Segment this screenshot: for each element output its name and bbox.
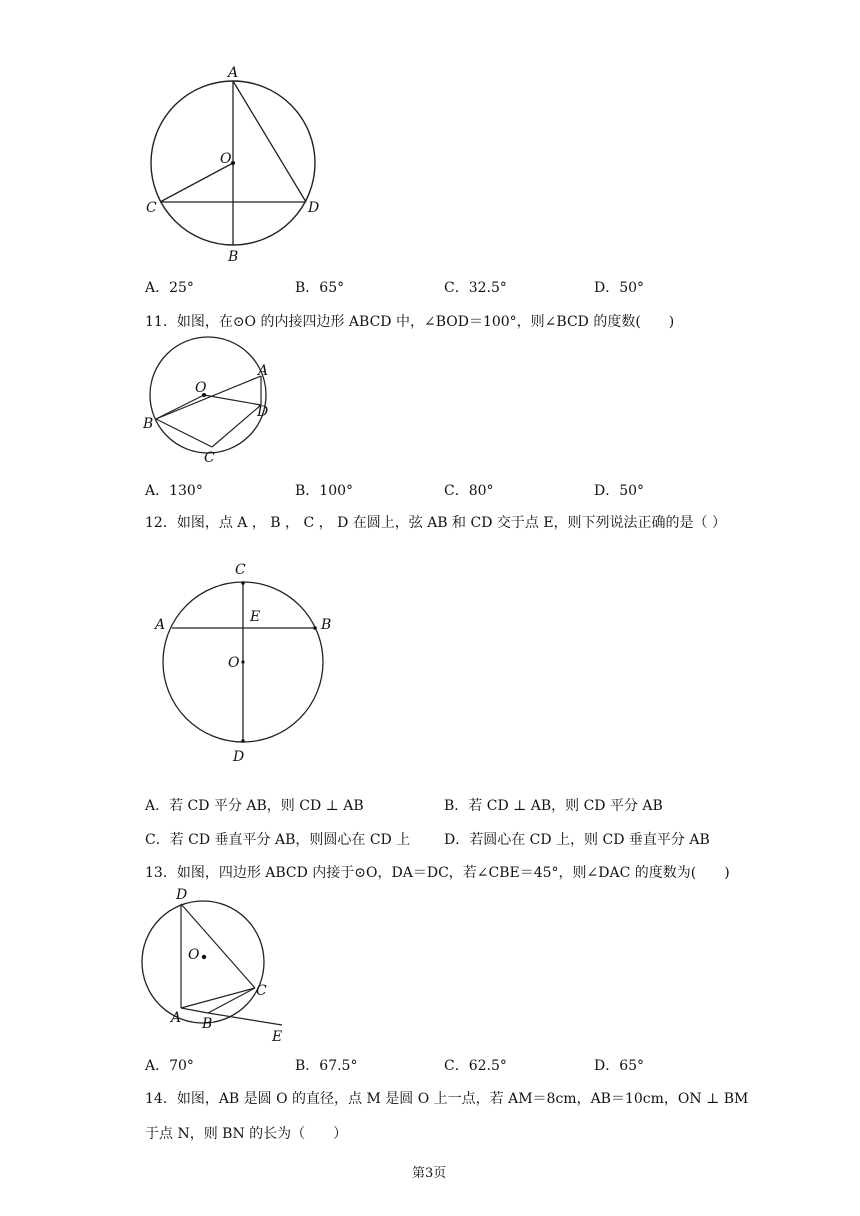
q10-label-d: D [308, 200, 320, 216]
q10-radius-oc [160, 163, 233, 202]
q12-label-e: E [250, 609, 261, 625]
q12-dot-c [241, 581, 245, 585]
q11-label-a: A [258, 363, 269, 379]
q11-label-o: O [195, 380, 207, 396]
q13-ray-be [208, 1013, 282, 1025]
q13-label-a: A [171, 1010, 182, 1026]
q10-figure [140, 60, 340, 270]
q13-circle [142, 901, 264, 1023]
q11-radius-ob [156, 395, 204, 419]
q10-label-c: C [146, 200, 157, 216]
q13-label-b: B [202, 1016, 213, 1032]
q12-label-a: A [155, 617, 166, 633]
q11-circle [150, 337, 269, 453]
q10-label-a: A [228, 65, 239, 81]
q12-option-a: A．若 CD 平分 AB，则 CD ⊥ AB [145, 798, 364, 814]
q13-question: 13．如图，四边形 ABCD 内接于⊙O，DA＝DC，若∠CBE＝45°，则∠DAC 的度数为( ) [145, 865, 730, 881]
q10-option-d: D．50° [594, 280, 645, 296]
q13-option-d: D．65° [594, 1058, 645, 1074]
q11-side-dc [212, 405, 261, 447]
q12-label-b: B [321, 617, 332, 633]
q13-side-ac [181, 988, 255, 1008]
q11-label-d: D [257, 404, 269, 420]
q11-figure [140, 335, 280, 470]
q13-option-c: C．62.5° [444, 1058, 507, 1074]
q11-radius-od [204, 395, 261, 405]
q13-label-c: C [256, 983, 267, 999]
q12-dot-o [241, 660, 244, 663]
q13-side-ab [181, 1008, 208, 1013]
q12-question: 12．如图，点 A ， B ， C ， D 在圆上，弦 AB 和 CD 交于点 E，则下列说法正确的是（ ） [145, 515, 727, 531]
q12-figure [145, 555, 355, 770]
q12-option-c: C．若 CD 垂直平分 AB，则圆心在 CD 上 [145, 832, 411, 848]
q12-option-b: B．若 CD ⊥ AB，则 CD 平分 AB [444, 798, 663, 814]
q12-option-d: D．若圆心在 CD 上，则 CD 垂直平分 AB [444, 832, 710, 848]
q10-option-c: C．32.5° [444, 280, 507, 296]
q10-option-a: A．25° [145, 280, 194, 296]
q11-option-c: C．80° [444, 483, 494, 499]
q11-option-d: D．50° [594, 483, 645, 499]
q13-label-o: O [188, 947, 200, 963]
q13-side-bc [208, 988, 255, 1013]
q11-label-c: C [204, 450, 215, 466]
q11-side-ba [156, 376, 261, 419]
q12-dot-b [313, 626, 317, 630]
q11-option-b: B．100° [295, 483, 354, 499]
q12-label-o: O [228, 655, 240, 671]
q12-label-c: C [235, 562, 246, 578]
q11-question: 11．如图，在⊙O 的内接四边形 ABCD 中，∠BOD＝100°，则∠BCD 的度数( ) [145, 314, 675, 330]
q14-question-line2: 于点 N，则 BN 的长为（ ） [145, 1126, 348, 1142]
q10-label-b: B [228, 249, 239, 265]
q11-option-a: A．130° [145, 483, 203, 499]
q13-label-d: D [176, 887, 188, 903]
q13-figure [140, 882, 300, 1047]
q13-option-a: A．70° [145, 1058, 194, 1074]
q12-dot-d [241, 739, 245, 743]
q10-label-o: O [220, 151, 232, 167]
q13-label-e: E [272, 1029, 283, 1045]
page-number: 第3页 [412, 1166, 447, 1181]
q14-question-line1: 14．如图，AB 是圆 O 的直径，点 M 是圆 O 上一点，若 AM＝8cm，AB＝10cm，ON ⊥ BM [145, 1091, 749, 1107]
q13-center-dot [202, 955, 206, 959]
q10-chord-ad [233, 81, 306, 202]
q13-option-b: B．67.5° [295, 1058, 358, 1074]
q11-label-b: B [143, 416, 154, 432]
q10-option-b: B．65° [295, 280, 345, 296]
q12-label-d: D [233, 749, 245, 765]
q10-center-dot [231, 161, 235, 165]
